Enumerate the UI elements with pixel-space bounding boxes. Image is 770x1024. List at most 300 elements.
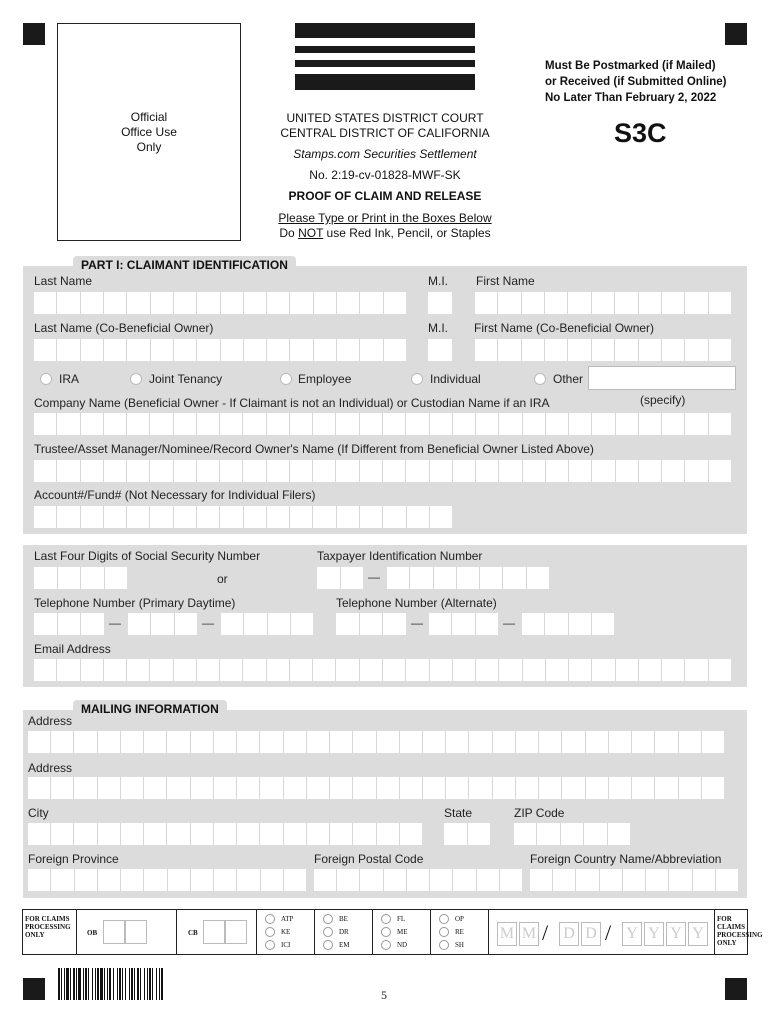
character-box[interactable] [341, 567, 364, 589]
character-box[interactable] [144, 869, 167, 891]
character-box[interactable] [499, 460, 522, 482]
date-digit-box[interactable]: Y [666, 922, 686, 946]
character-box[interactable] [476, 460, 499, 482]
character-box[interactable] [639, 292, 662, 314]
tin-prefix-field[interactable] [317, 567, 363, 589]
character-box[interactable] [406, 413, 429, 435]
character-box[interactable] [57, 292, 80, 314]
character-box[interactable] [500, 869, 522, 891]
ob-box[interactable] [103, 920, 125, 944]
foreign-postal-field[interactable] [314, 869, 522, 891]
character-box[interactable] [261, 869, 284, 891]
date-digit-box[interactable]: M [519, 922, 539, 946]
character-box[interactable] [58, 613, 82, 635]
foreign-province-field[interactable] [28, 869, 306, 891]
character-box[interactable] [514, 823, 537, 845]
character-box[interactable] [446, 777, 469, 799]
character-box[interactable] [353, 731, 376, 753]
character-box[interactable] [307, 823, 330, 845]
character-box[interactable] [174, 506, 197, 528]
character-box[interactable] [98, 869, 121, 891]
character-box[interactable] [493, 777, 516, 799]
character-box[interactable] [410, 567, 433, 589]
character-box[interactable] [383, 413, 406, 435]
character-box[interactable] [516, 777, 539, 799]
character-box[interactable] [197, 460, 220, 482]
character-box[interactable] [150, 460, 173, 482]
character-box[interactable] [144, 731, 167, 753]
character-box[interactable] [34, 659, 57, 681]
character-box[interactable] [406, 460, 429, 482]
character-box[interactable] [34, 292, 57, 314]
cb-box[interactable] [225, 920, 247, 944]
phone-alt-prefix-field[interactable] [429, 613, 498, 635]
character-box[interactable] [58, 567, 82, 589]
character-box[interactable] [57, 460, 80, 482]
character-box[interactable] [561, 823, 584, 845]
character-box[interactable] [174, 460, 197, 482]
character-box[interactable] [267, 413, 290, 435]
email-field[interactable] [34, 659, 731, 681]
character-box[interactable] [537, 823, 560, 845]
character-box[interactable] [214, 869, 237, 891]
character-box[interactable] [291, 613, 313, 635]
character-box[interactable] [313, 460, 336, 482]
character-box[interactable] [592, 292, 615, 314]
last-name-field[interactable] [34, 292, 406, 314]
character-box[interactable] [428, 339, 452, 361]
character-box[interactable] [530, 869, 553, 891]
ob-box[interactable] [125, 920, 147, 944]
character-box[interactable] [709, 659, 731, 681]
character-box[interactable] [360, 659, 383, 681]
character-box[interactable] [522, 339, 545, 361]
character-box[interactable] [243, 659, 266, 681]
character-box[interactable] [407, 506, 430, 528]
character-box[interactable] [475, 339, 498, 361]
character-box[interactable] [469, 777, 492, 799]
character-box[interactable] [290, 339, 313, 361]
character-box[interactable] [584, 823, 607, 845]
character-box[interactable] [337, 869, 360, 891]
character-box[interactable] [104, 339, 127, 361]
character-box[interactable] [260, 731, 283, 753]
character-box[interactable] [545, 292, 568, 314]
character-box[interactable] [197, 506, 220, 528]
character-box[interactable] [337, 292, 360, 314]
ssn-field[interactable] [34, 567, 127, 589]
character-box[interactable] [527, 567, 549, 589]
processing-code-radio[interactable] [323, 914, 333, 924]
character-box[interactable] [430, 413, 453, 435]
character-box[interactable] [28, 777, 51, 799]
character-box[interactable] [221, 292, 244, 314]
character-box[interactable] [616, 460, 639, 482]
character-box[interactable] [475, 292, 498, 314]
processing-code-radio[interactable] [381, 940, 391, 950]
character-box[interactable] [662, 339, 685, 361]
character-box[interactable] [498, 339, 521, 361]
radio-individual[interactable] [411, 373, 423, 385]
character-box[interactable] [452, 613, 475, 635]
character-box[interactable] [669, 869, 692, 891]
processing-code-radio[interactable] [323, 927, 333, 937]
character-box[interactable] [34, 613, 58, 635]
character-box[interactable] [430, 659, 453, 681]
character-box[interactable] [353, 823, 376, 845]
character-box[interactable] [127, 292, 150, 314]
character-box[interactable] [685, 339, 708, 361]
character-box[interactable] [539, 777, 562, 799]
character-box[interactable] [685, 292, 708, 314]
character-box[interactable] [360, 413, 383, 435]
character-box[interactable] [406, 659, 429, 681]
character-box[interactable] [244, 506, 267, 528]
first-name-field[interactable] [475, 292, 731, 314]
character-box[interactable] [307, 777, 330, 799]
character-box[interactable] [81, 659, 104, 681]
character-box[interactable] [387, 567, 410, 589]
character-box[interactable] [360, 292, 383, 314]
character-box[interactable] [81, 506, 104, 528]
character-box[interactable] [220, 506, 243, 528]
character-box[interactable] [384, 292, 406, 314]
character-box[interactable] [307, 731, 330, 753]
character-box[interactable] [121, 823, 144, 845]
character-box[interactable] [191, 869, 214, 891]
character-box[interactable] [221, 613, 244, 635]
character-box[interactable] [434, 567, 457, 589]
character-box[interactable] [168, 869, 191, 891]
character-box[interactable] [74, 777, 97, 799]
character-box[interactable] [453, 413, 476, 435]
character-box[interactable] [553, 869, 576, 891]
character-box[interactable] [586, 731, 609, 753]
character-box[interactable] [353, 777, 376, 799]
character-box[interactable] [104, 460, 127, 482]
character-box[interactable] [446, 731, 469, 753]
character-box[interactable] [267, 460, 290, 482]
character-box[interactable] [716, 869, 738, 891]
character-box[interactable] [586, 777, 609, 799]
character-box[interactable] [453, 460, 476, 482]
character-box[interactable] [28, 731, 51, 753]
character-box[interactable] [430, 506, 452, 528]
character-box[interactable] [428, 292, 452, 314]
foreign-country-field[interactable] [530, 869, 738, 891]
character-box[interactable] [57, 659, 80, 681]
character-box[interactable] [121, 869, 144, 891]
character-box[interactable] [476, 413, 499, 435]
character-box[interactable] [237, 731, 260, 753]
character-box[interactable] [57, 506, 80, 528]
character-box[interactable] [34, 413, 57, 435]
character-box[interactable] [546, 460, 569, 482]
character-box[interactable] [383, 506, 406, 528]
other-specify-field[interactable] [588, 366, 736, 390]
character-box[interactable] [468, 823, 491, 845]
zip-field[interactable] [514, 823, 630, 845]
character-box[interactable] [128, 613, 151, 635]
character-box[interactable] [609, 731, 632, 753]
character-box[interactable] [144, 777, 167, 799]
character-box[interactable] [330, 731, 353, 753]
phone-alt-area-field[interactable] [336, 613, 406, 635]
character-box[interactable] [646, 869, 669, 891]
character-box[interactable] [290, 659, 313, 681]
character-box[interactable] [127, 339, 150, 361]
character-box[interactable] [476, 613, 498, 635]
character-box[interactable] [400, 777, 423, 799]
character-box[interactable] [360, 506, 383, 528]
address1-field[interactable] [28, 731, 724, 753]
character-box[interactable] [608, 823, 630, 845]
character-box[interactable] [539, 731, 562, 753]
character-box[interactable] [51, 731, 74, 753]
character-box[interactable] [662, 413, 685, 435]
character-box[interactable] [568, 292, 591, 314]
character-box[interactable] [104, 659, 127, 681]
character-box[interactable] [430, 869, 453, 891]
character-box[interactable] [592, 339, 615, 361]
character-box[interactable] [284, 731, 307, 753]
character-box[interactable] [383, 613, 406, 635]
radio-other[interactable] [534, 373, 546, 385]
character-box[interactable] [290, 413, 313, 435]
character-box[interactable] [197, 659, 220, 681]
character-box[interactable] [34, 567, 58, 589]
character-box[interactable] [313, 506, 336, 528]
character-box[interactable] [516, 731, 539, 753]
character-box[interactable] [568, 339, 591, 361]
character-box[interactable] [34, 506, 57, 528]
character-box[interactable] [57, 339, 80, 361]
character-box[interactable] [197, 292, 220, 314]
character-box[interactable] [260, 777, 283, 799]
character-box[interactable] [662, 292, 685, 314]
character-box[interactable] [639, 659, 662, 681]
character-box[interactable] [313, 659, 336, 681]
character-box[interactable] [150, 413, 173, 435]
radio-employee[interactable] [280, 373, 292, 385]
character-box[interactable] [150, 659, 173, 681]
character-box[interactable] [616, 413, 639, 435]
character-box[interactable] [569, 413, 592, 435]
character-box[interactable] [81, 292, 104, 314]
character-box[interactable] [615, 339, 638, 361]
character-box[interactable] [360, 460, 383, 482]
character-box[interactable] [337, 506, 360, 528]
city-field[interactable] [28, 823, 422, 845]
character-box[interactable] [75, 869, 98, 891]
character-box[interactable] [98, 731, 121, 753]
character-box[interactable] [545, 613, 568, 635]
tin-suffix-field[interactable] [387, 567, 549, 589]
character-box[interactable] [284, 869, 306, 891]
character-box[interactable] [655, 777, 678, 799]
account-fund-field[interactable] [34, 506, 452, 528]
character-box[interactable] [191, 777, 214, 799]
character-box[interactable] [34, 339, 57, 361]
character-box[interactable] [221, 339, 244, 361]
character-box[interactable] [284, 823, 307, 845]
character-box[interactable] [383, 659, 406, 681]
character-box[interactable] [709, 460, 731, 482]
character-box[interactable] [51, 777, 74, 799]
processing-code-radio[interactable] [265, 927, 275, 937]
character-box[interactable] [655, 731, 678, 753]
character-box[interactable] [457, 567, 480, 589]
character-box[interactable] [615, 292, 638, 314]
processing-code-radio[interactable] [265, 914, 275, 924]
character-box[interactable] [81, 613, 104, 635]
character-box[interactable] [702, 777, 724, 799]
character-box[interactable] [384, 339, 406, 361]
character-box[interactable] [545, 339, 568, 361]
character-box[interactable] [429, 613, 452, 635]
character-box[interactable] [360, 869, 383, 891]
character-box[interactable] [576, 869, 599, 891]
radio-ira[interactable] [40, 373, 52, 385]
phone-primary-line-field[interactable] [221, 613, 313, 635]
co-mi-field[interactable] [428, 339, 452, 361]
processing-code-radio[interactable] [381, 927, 391, 937]
processing-code-radio[interactable] [439, 927, 449, 937]
character-box[interactable] [499, 413, 522, 435]
trustee-name-field[interactable] [34, 460, 731, 482]
mi-field[interactable] [428, 292, 452, 314]
character-box[interactable] [336, 413, 359, 435]
date-digit-box[interactable]: Y [688, 922, 708, 946]
character-box[interactable] [336, 460, 359, 482]
character-box[interactable] [709, 292, 731, 314]
character-box[interactable] [151, 292, 174, 314]
processing-code-radio[interactable] [323, 940, 333, 950]
character-box[interactable] [290, 292, 313, 314]
character-box[interactable] [562, 777, 585, 799]
character-box[interactable] [268, 613, 291, 635]
character-box[interactable] [616, 659, 639, 681]
co-first-name-field[interactable] [475, 339, 731, 361]
phone-alt-line-field[interactable] [522, 613, 614, 635]
character-box[interactable] [51, 869, 74, 891]
character-box[interactable] [81, 413, 104, 435]
date-digit-box[interactable]: D [559, 922, 579, 946]
character-box[interactable] [313, 413, 336, 435]
character-box[interactable] [51, 823, 74, 845]
character-box[interactable] [167, 731, 190, 753]
cb-box[interactable] [203, 920, 225, 944]
character-box[interactable] [150, 506, 173, 528]
radio-joint-tenancy[interactable] [130, 373, 142, 385]
character-box[interactable] [562, 731, 585, 753]
character-box[interactable] [151, 613, 174, 635]
character-box[interactable] [592, 413, 615, 435]
character-box[interactable] [592, 659, 615, 681]
processing-code-radio[interactable] [439, 940, 449, 950]
character-box[interactable] [330, 823, 353, 845]
character-box[interactable] [167, 823, 190, 845]
character-box[interactable] [244, 292, 267, 314]
character-box[interactable] [290, 506, 313, 528]
processing-code-radio[interactable] [381, 914, 391, 924]
character-box[interactable] [423, 777, 446, 799]
character-box[interactable] [174, 292, 197, 314]
character-box[interactable] [632, 777, 655, 799]
character-box[interactable] [121, 731, 144, 753]
character-box[interactable] [336, 659, 359, 681]
character-box[interactable] [267, 659, 290, 681]
character-box[interactable] [360, 613, 384, 635]
character-box[interactable] [383, 460, 406, 482]
character-box[interactable] [400, 731, 423, 753]
character-box[interactable] [237, 869, 260, 891]
character-box[interactable] [104, 506, 127, 528]
character-box[interactable] [499, 659, 522, 681]
character-box[interactable] [522, 292, 545, 314]
character-box[interactable] [98, 823, 121, 845]
character-box[interactable] [34, 460, 57, 482]
character-box[interactable] [685, 659, 708, 681]
character-box[interactable] [28, 823, 51, 845]
character-box[interactable] [127, 659, 150, 681]
character-box[interactable] [220, 413, 243, 435]
character-box[interactable] [314, 339, 337, 361]
character-box[interactable] [569, 613, 592, 635]
character-box[interactable] [523, 659, 546, 681]
character-box[interactable] [330, 777, 353, 799]
character-box[interactable] [105, 567, 128, 589]
character-box[interactable] [569, 460, 592, 482]
date-digit-box[interactable]: D [581, 922, 601, 946]
character-box[interactable] [243, 460, 266, 482]
character-box[interactable] [685, 413, 708, 435]
character-box[interactable] [191, 823, 214, 845]
character-box[interactable] [175, 613, 197, 635]
character-box[interactable] [267, 506, 290, 528]
character-box[interactable] [260, 823, 283, 845]
date-digit-box[interactable]: Y [644, 922, 664, 946]
character-box[interactable] [121, 777, 144, 799]
state-field[interactable] [444, 823, 490, 845]
phone-primary-prefix-field[interactable] [128, 613, 197, 635]
character-box[interactable] [74, 823, 97, 845]
character-box[interactable] [639, 339, 662, 361]
character-box[interactable] [220, 659, 243, 681]
co-last-name-field[interactable] [34, 339, 406, 361]
character-box[interactable] [523, 460, 546, 482]
character-box[interactable] [569, 659, 592, 681]
character-box[interactable] [314, 869, 337, 891]
character-box[interactable] [693, 869, 716, 891]
character-box[interactable] [197, 339, 220, 361]
character-box[interactable] [523, 413, 546, 435]
character-box[interactable] [639, 413, 662, 435]
character-box[interactable] [377, 823, 400, 845]
character-box[interactable] [453, 659, 476, 681]
character-box[interactable] [81, 460, 104, 482]
character-box[interactable] [127, 460, 150, 482]
character-box[interactable] [151, 339, 174, 361]
company-name-field[interactable] [34, 413, 731, 435]
character-box[interactable] [679, 731, 702, 753]
character-box[interactable] [57, 413, 80, 435]
character-box[interactable] [476, 659, 499, 681]
character-box[interactable] [477, 869, 500, 891]
character-box[interactable] [337, 339, 360, 361]
character-box[interactable] [377, 777, 400, 799]
character-box[interactable] [243, 413, 266, 435]
